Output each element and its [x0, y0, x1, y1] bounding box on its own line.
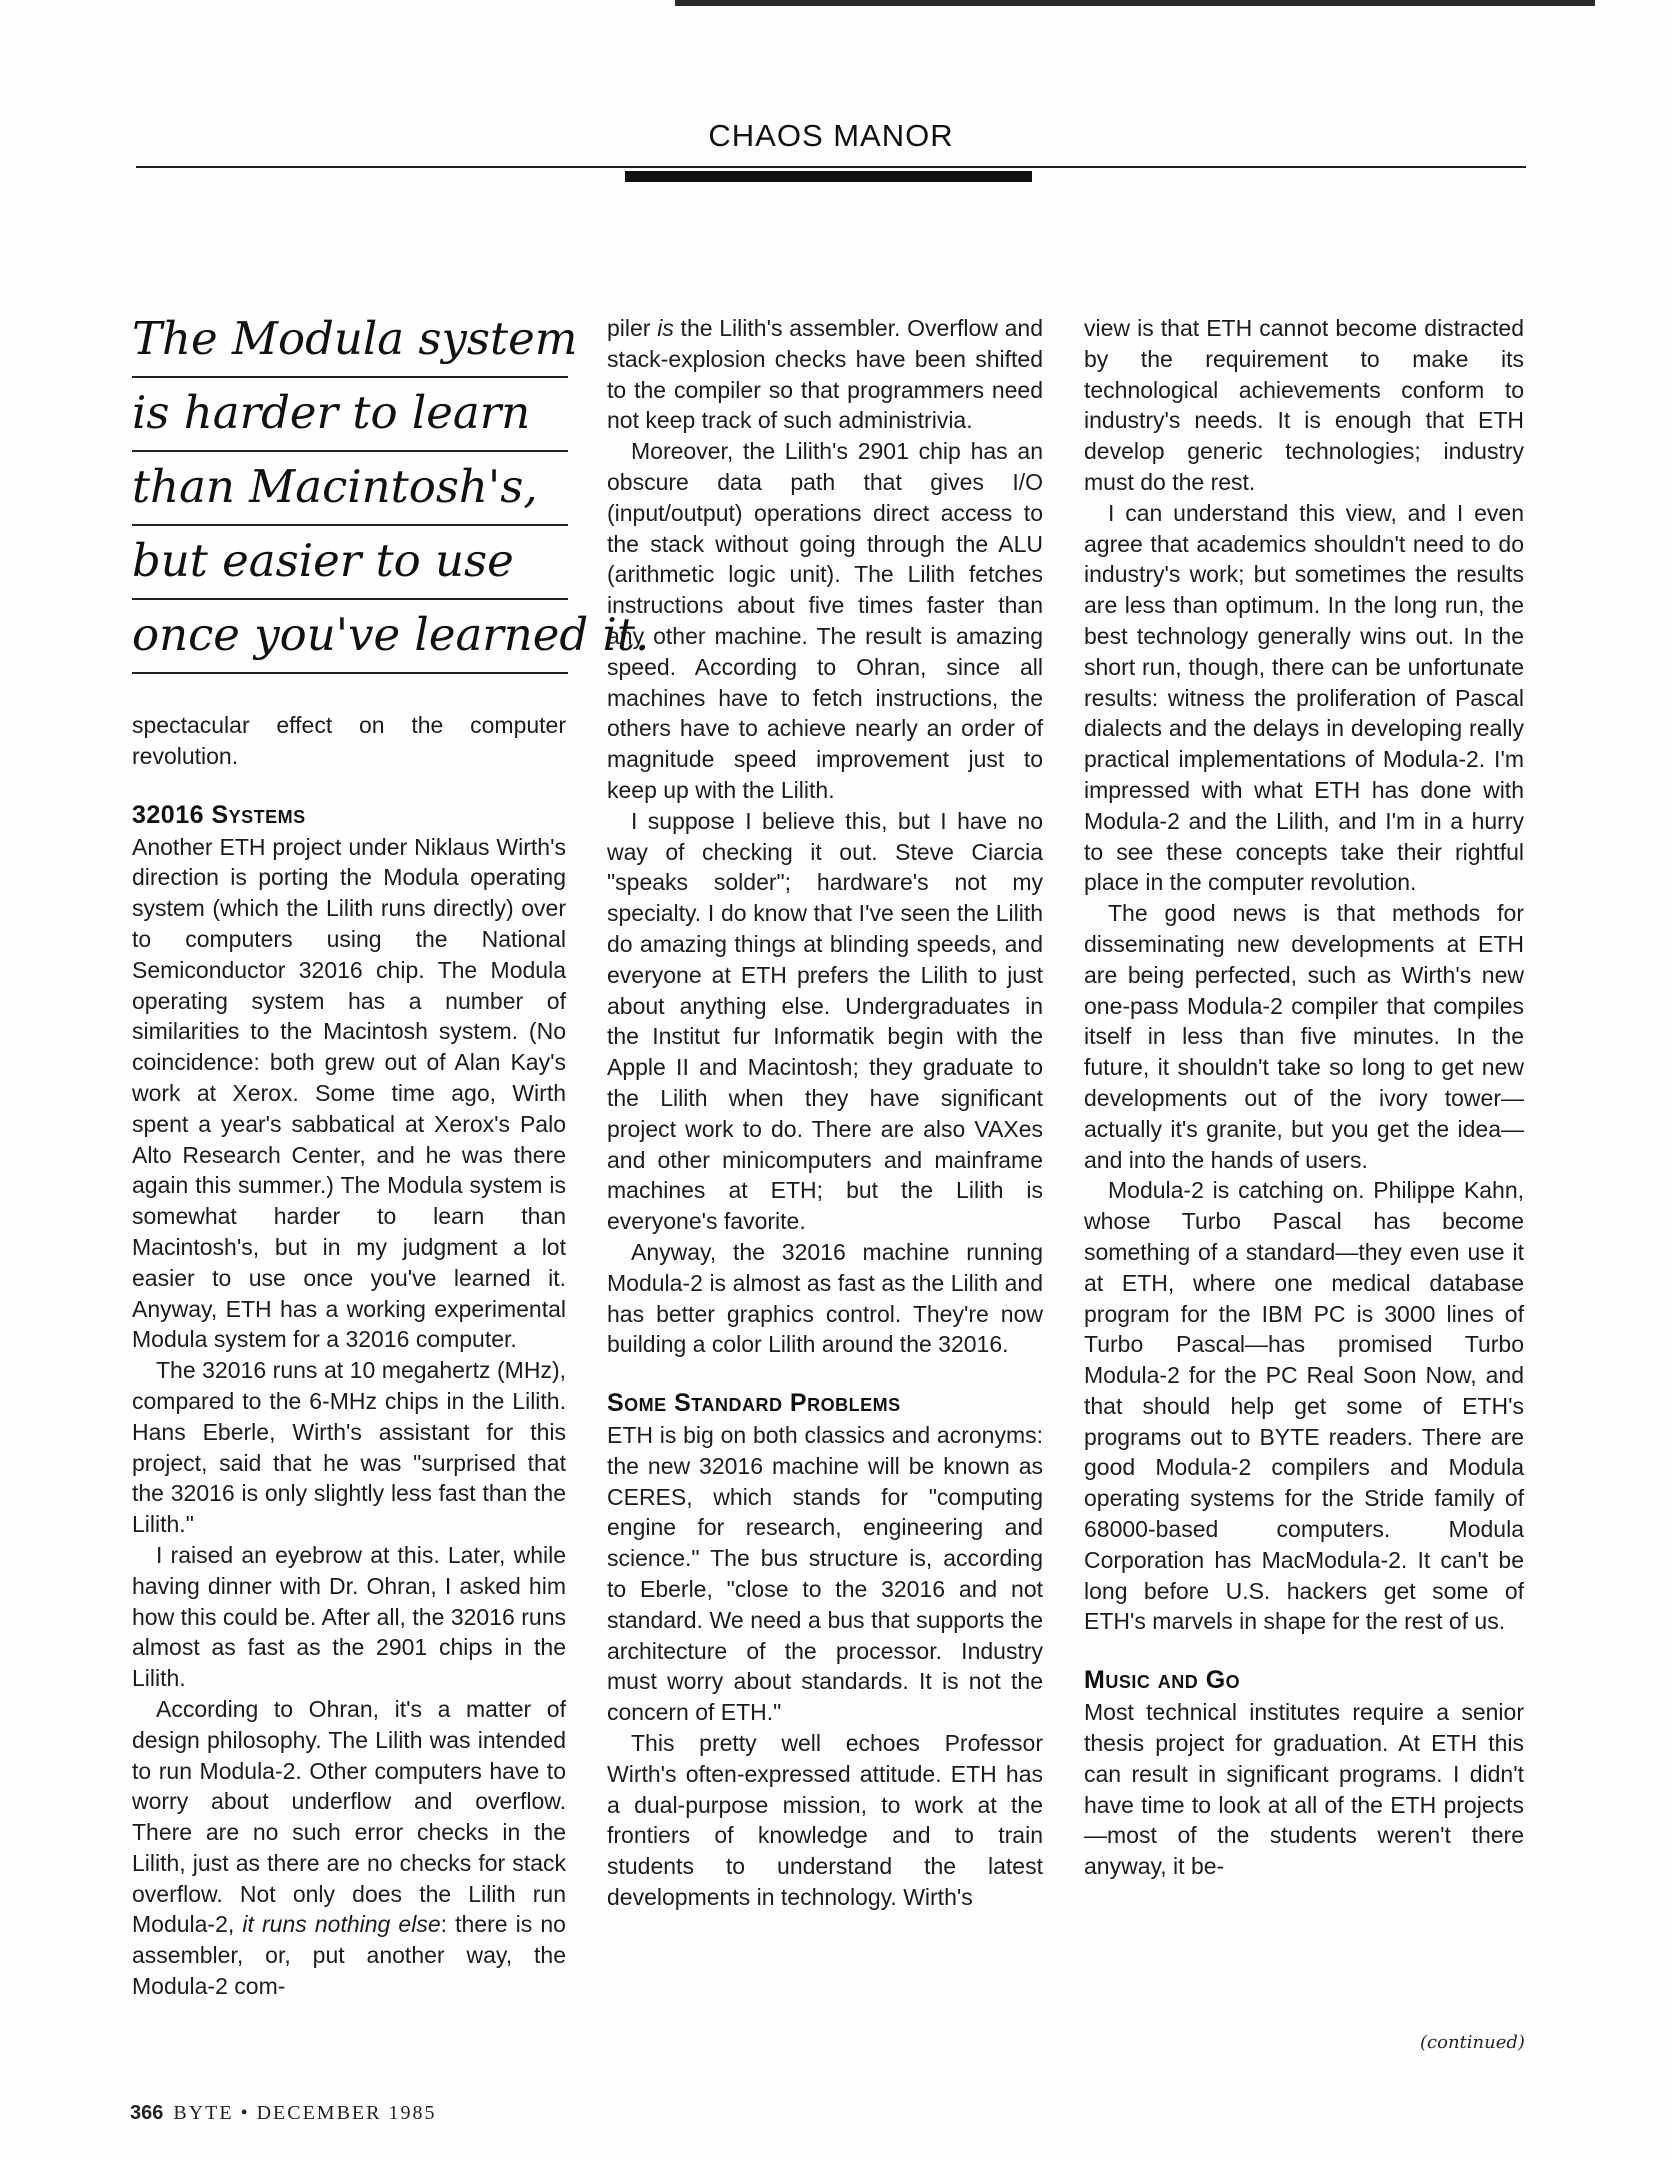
continued-marker: (continued)	[1420, 2032, 1525, 2053]
issue-line: BYTE • DECEMBER 1985	[173, 2102, 437, 2124]
paragraph: Modula-2 is catching on. Philippe Kahn, whose Turbo Pascal has become something of a standard—they even use it at ETH, where one medical database program for the IBM PC is 3000 lines of Turbo Pascal—has promised Turbo Modula-2 for the PC Real Soon Now, and that should help get some of ETH's programs out to BYTE readers. There are good Modula-2 compilers and Modula operating systems for the Stride family of 68000-based computers. Modula Corporation has MacModula-2. It can't be long before U.S. hackers get some of ETH's marvels in shape for the rest of us.	[1084, 1177, 1524, 1635]
text-run: piler	[607, 315, 658, 341]
emphasis: is	[657, 315, 674, 341]
paragraph: Another ETH project under Niklaus Wirth's direction is porting the Modula operating system (which the Lilith runs directly) over to computers using the National Semiconductor 32016 chip. The Modula operating system has a number of similarities to the Macintosh system. (No coincidence: both grew out of Alan Kay's work at Xerox. Some time ago, Wirth spent a year's sabbatical at Xerox's Palo Alto Research Center, and he was there again this summer.) The Modula system is somewhat harder to learn than Macintosh's, but in my judgment a lot easier to use once you've learned it. Anyway, ETH has a working experimental Modula system for a 32016 computer.	[132, 833, 566, 1353]
column-1	[132, 710, 566, 2002]
paragraph: view is that ETH cannot become distracted by the requirement to make its technological achievements conform to industry's needs. It is enough that ETH develop generic technologies; industry must do the rest.	[1084, 315, 1524, 495]
paragraph: The good news is that methods for disseminating new developments at ETH are being perfected, such as Wirth's new one-pass Modula-2 compiler that compiles itself in less than five minutes. In the future, it shouldn't take so long to get new developments out of the ivory tower—actually it's granite, but you get the idea—and into the hands of users.	[1084, 900, 1524, 1173]
header-rule	[136, 166, 1526, 168]
top-edge-rule	[675, 0, 1595, 6]
paragraph	[607, 313, 1043, 436]
paragraph: Anyway, the 32016 machine running Modula-2 is almost as fast as the Lilith and has better graphics control. They're now building a color Lilith around the 32016.	[607, 1238, 1043, 1358]
paragraph: I raised an eyebrow at this. Later, while having dinner with Dr. Ohran, I asked him how this could be. After all, the 32016 runs almost as fast as the 2901 chips in the Lilith.	[132, 1541, 566, 1692]
paragraph: This pretty well echoes Professor Wirth's often-expressed attitude. ETH has a dual-purpose mission, to work at the frontiers of knowledge and to train students to understand the latest developments in technology. Wirth's	[607, 1730, 1043, 1911]
paragraph: I can understand this view, and I even agree that academics shouldn't need to do industry's work; but sometimes the results are less than optimum. In the long run, the best technology generally wins out. In the short run, though, there can be unfortunate results: witness the proliferation of Pascal dialects and the delays in developing really practical implementations of Modula-2. I'm impressed with what ETH has done with Modula-2 and the Lilith, and I'm in a hurry to see these concepts take their rightful place in the computer revolution.	[1084, 499, 1524, 896]
header-bar	[625, 171, 1032, 182]
paragraph: Most technical institutes require a senior thesis project for graduation. At ETH this can result in significant programs. I didn't have time to look at all of the ETH projects—most of the students weren't there anyway, it be-	[1084, 1699, 1524, 1880]
paragraph: The 32016 runs at 10 megahertz (MHz), compared to the 6-MHz chips in the Lilith. Hans Eberle, Wirth's assistant for this project, said that he was "surprised that the 32016 is only slightly less fast than the Lilith."	[132, 1357, 566, 1538]
column-2	[607, 313, 1043, 1913]
section-heading-some-standard-problems: Some Standard Problems	[607, 1389, 901, 1418]
pull-quote-line: once you've learned it.	[132, 600, 568, 674]
pull-quote-line: is harder to learn	[132, 378, 568, 452]
paragraph: I suppose I believe this, but I have no way of checking it out. Steve Ciarcia "speaks solder"; hardware's not my specialty. I do know that I've seen the Lilith do amazing things at blinding speeds, and everyone at ETH prefers the Lilith to just about anything else. Undergraduates in the Institut fur Informatik begin with the Apple II and Macintosh; they graduate to the Lilith when they have significant project work to do. There are also VAXes and other minicomputers and mainframe machines at ETH; but the Lilith is everyone's favorite.	[607, 807, 1043, 1235]
section-heading-32016-systems: 32016 Systems	[132, 800, 306, 829]
page-number: 366	[130, 2102, 164, 2124]
column-3	[1084, 313, 1524, 1882]
pull-quote-line: but easier to use	[132, 526, 568, 600]
paragraph	[132, 1694, 566, 2002]
page-footer	[130, 2102, 437, 2125]
paragraph: ETH is big on both classics and acronyms: the new 32016 machine will be known as CERES, which stands for "computing engine for research, engineering and science." The bus structure is, according to Eberle, "close to the 32016 and not standard. We need a bus that supports the architecture of the processor. Industry must worry about standards. It is not the concern of ETH."	[607, 1422, 1043, 1726]
pull-quote-line: The Modula system	[132, 304, 568, 378]
text-run: the Lilith's assembler. Overflow and stack-explosion checks have been shifted to the compiler so that programmers need not keep track of such administrivia.	[607, 315, 1043, 434]
text-run: According to Ohran, it's a matter of design philosophy. The Lilith was intended to run Modula-2. Other computers have to worry about underflow and overflow. There are no such error checks in the Lilith, just as there are no checks for stack overflow. Not only does the Lilith run Modula-2,	[132, 1695, 566, 1938]
pull-quote-line: than Macintosh's,	[132, 452, 568, 526]
section-heading-music-and-go: Music and Go	[1084, 1666, 1241, 1695]
emphasis: it runs nothing else	[242, 1911, 441, 1938]
running-head: CHAOS MANOR	[708, 118, 954, 153]
text-run: : there is no assembler, or, put another way, the Modula-2 com-	[132, 1911, 566, 2000]
paragraph: spectacular effect on the computer revolution.	[132, 712, 566, 769]
paragraph: Moreover, the Lilith's 2901 chip has an obscure data path that gives I/O (input/output) operations direct access to the stack without going through the ALU (arithmetic logic unit). The Lilith fetches instructions about five times faster than any other machine. The result is amazing speed. According to Ohran, since all machines have to fetch instructions, the others have to achieve nearly an order of magnitude speed improvement just to keep up with the Lilith.	[607, 438, 1043, 803]
